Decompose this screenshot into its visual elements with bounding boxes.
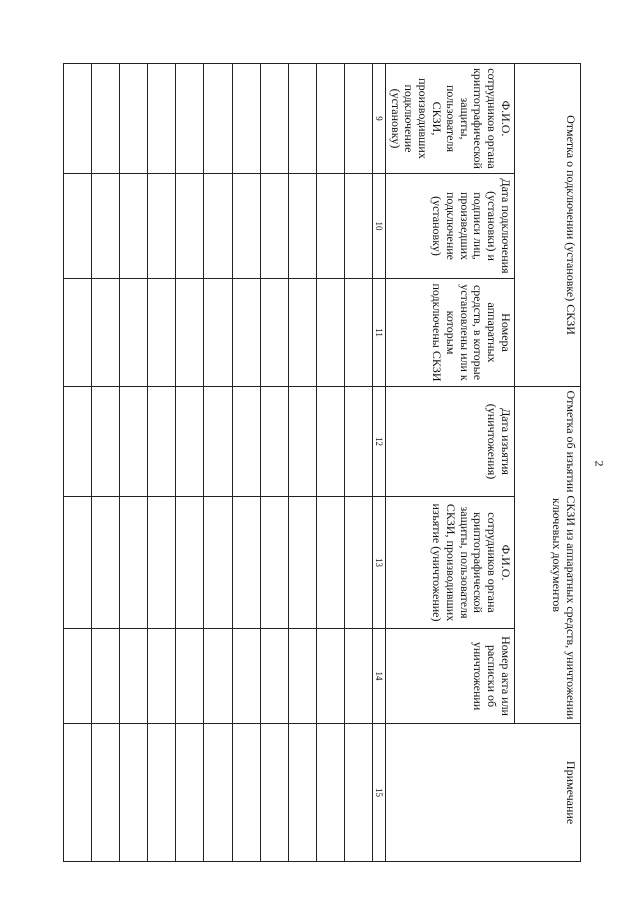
table-row bbox=[288, 64, 316, 862]
table-row bbox=[316, 64, 344, 862]
table-cell bbox=[288, 64, 316, 174]
table-cell bbox=[176, 497, 204, 629]
table-cell bbox=[120, 724, 148, 862]
subheader-text: Дата изъятия (уничтожения) bbox=[485, 403, 513, 480]
table-cell bbox=[288, 629, 316, 724]
table-cell bbox=[316, 497, 344, 629]
table-cell bbox=[316, 64, 344, 174]
table-row bbox=[92, 64, 120, 862]
table-cell bbox=[260, 387, 288, 497]
table-cell bbox=[148, 64, 176, 174]
table-cell bbox=[344, 64, 372, 174]
table-cell bbox=[260, 724, 288, 862]
table-cell bbox=[176, 629, 204, 724]
table-row bbox=[64, 64, 92, 862]
table-cell bbox=[92, 64, 120, 174]
column-number: 15 bbox=[372, 724, 385, 862]
table-cell bbox=[232, 279, 260, 387]
table-cell bbox=[204, 387, 232, 497]
table-cell bbox=[288, 497, 316, 629]
subheader-text: Дата подключения (установки) и подписи лиц, произведших подключение (установку) bbox=[430, 178, 513, 274]
table-row bbox=[260, 64, 288, 862]
table-cell bbox=[120, 174, 148, 279]
table-cell bbox=[232, 629, 260, 724]
table-cell bbox=[148, 724, 176, 862]
subheader-install-date bbox=[385, 174, 514, 279]
table-cell bbox=[92, 387, 120, 497]
table-cell bbox=[120, 629, 148, 724]
ledger-table bbox=[63, 63, 581, 862]
table-cell bbox=[344, 724, 372, 862]
table-row bbox=[176, 64, 204, 862]
header-note: Примечание bbox=[385, 724, 580, 862]
table-cell bbox=[204, 64, 232, 174]
table-cell bbox=[232, 387, 260, 497]
subheader-act-number bbox=[385, 629, 514, 724]
table-cell bbox=[316, 174, 344, 279]
table-cell bbox=[204, 629, 232, 724]
table-cell bbox=[260, 174, 288, 279]
table-cell bbox=[288, 387, 316, 497]
ledger-table-rotated bbox=[63, 63, 581, 861]
table-cell bbox=[260, 279, 288, 387]
table-cell bbox=[64, 64, 92, 174]
table-cell bbox=[344, 174, 372, 279]
subheader-text: Номер акта или расписки об уничтожении bbox=[471, 636, 513, 716]
table-cell bbox=[260, 629, 288, 724]
table-cell bbox=[344, 387, 372, 497]
column-number: 11 bbox=[372, 279, 385, 387]
table-cell bbox=[120, 279, 148, 387]
subheader-text: сотрудников органа криптографической защиты, пользователя СКЗИ, производивших изъятие (уничтожение) bbox=[430, 503, 500, 622]
subheader-title: Ф.И.О. bbox=[499, 544, 513, 581]
table-cell bbox=[316, 387, 344, 497]
table-cell bbox=[204, 724, 232, 862]
table-cell bbox=[204, 279, 232, 387]
table-cell bbox=[64, 497, 92, 629]
table-cell bbox=[204, 174, 232, 279]
header-group-removal: Отметка об изъятии СКЗИ из аппаратных средств, уничтожении ключевых документов bbox=[515, 387, 581, 724]
table-cell bbox=[148, 174, 176, 279]
ledger-body bbox=[64, 64, 373, 862]
subheader-remover-name bbox=[385, 497, 514, 629]
table-cell bbox=[288, 279, 316, 387]
table-cell bbox=[92, 279, 120, 387]
table-cell bbox=[120, 64, 148, 174]
column-number: 14 bbox=[372, 629, 385, 724]
table-cell bbox=[232, 64, 260, 174]
table-cell bbox=[92, 497, 120, 629]
table-row bbox=[204, 64, 232, 862]
subheader-text: Номера аппаратных средств, в которые установлены или к которым подключены СКЗИ bbox=[430, 283, 513, 382]
table-cell bbox=[232, 497, 260, 629]
table-cell bbox=[92, 724, 120, 862]
table-cell bbox=[260, 497, 288, 629]
table-cell bbox=[316, 629, 344, 724]
column-number: 10 bbox=[372, 174, 385, 279]
column-number: 12 bbox=[372, 387, 385, 497]
table-cell bbox=[148, 387, 176, 497]
table-cell bbox=[344, 629, 372, 724]
table-cell bbox=[176, 64, 204, 174]
subheader-removal-date bbox=[385, 387, 514, 497]
table-cell bbox=[288, 724, 316, 862]
table-cell bbox=[316, 279, 344, 387]
table-cell bbox=[176, 174, 204, 279]
table-cell bbox=[344, 497, 372, 629]
table-row bbox=[120, 64, 148, 862]
table-cell bbox=[344, 279, 372, 387]
table-row bbox=[344, 64, 372, 862]
subheader-title: Ф.И.О. bbox=[499, 100, 513, 137]
table-cell bbox=[176, 279, 204, 387]
table-cell bbox=[92, 174, 120, 279]
table-row bbox=[232, 64, 260, 862]
table-cell bbox=[120, 497, 148, 629]
table-cell bbox=[232, 724, 260, 862]
table-cell bbox=[148, 279, 176, 387]
table-cell bbox=[176, 387, 204, 497]
table-cell bbox=[64, 279, 92, 387]
subheader-installer-name bbox=[385, 64, 514, 174]
table-row bbox=[148, 64, 176, 862]
table-cell bbox=[148, 497, 176, 629]
table-cell bbox=[260, 64, 288, 174]
table-cell bbox=[64, 629, 92, 724]
table-cell bbox=[92, 629, 120, 724]
subheader-hardware-numbers bbox=[385, 279, 514, 387]
page-number: 2 bbox=[592, 460, 607, 467]
column-number: 13 bbox=[372, 497, 385, 629]
column-number: 9 bbox=[372, 64, 385, 174]
table-cell bbox=[176, 724, 204, 862]
table-cell bbox=[64, 724, 92, 862]
subheader-text: сотрудников органа криптографической защиты, пользователя СКЗИ, производивших подключение (установку) bbox=[388, 68, 500, 169]
table-cell bbox=[204, 497, 232, 629]
table-cell bbox=[288, 174, 316, 279]
header-group-installation: Отметка о подключении (установке) СКЗИ bbox=[515, 64, 581, 387]
table-cell bbox=[64, 387, 92, 497]
table-cell bbox=[316, 724, 344, 862]
table-cell bbox=[232, 174, 260, 279]
table-cell bbox=[64, 174, 92, 279]
table-cell bbox=[148, 629, 176, 724]
table-cell bbox=[120, 387, 148, 497]
